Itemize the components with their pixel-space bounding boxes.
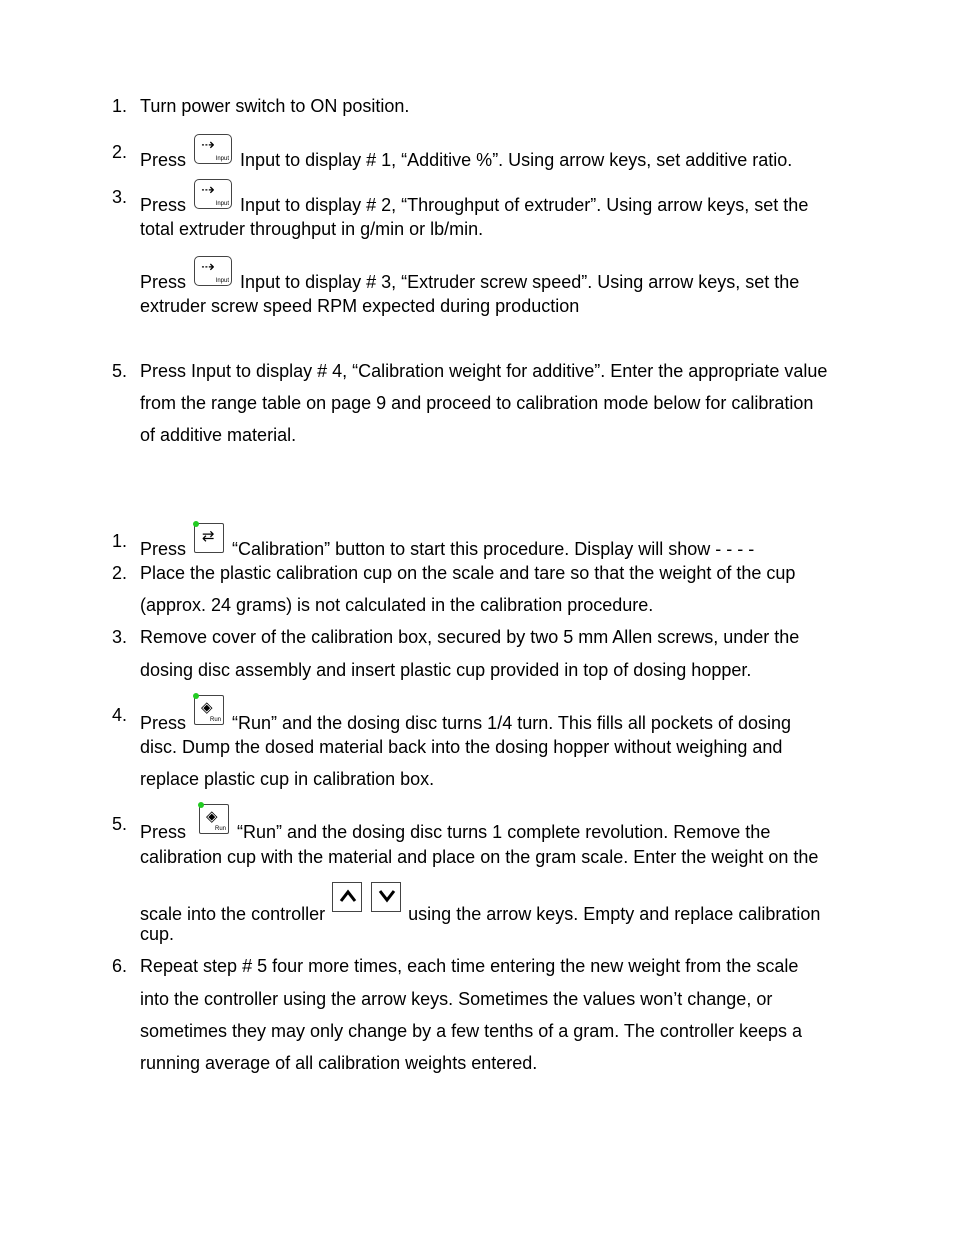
down-arrow-key-icon bbox=[371, 882, 401, 912]
step-text: replace plastic cup in calibration box. bbox=[140, 769, 435, 789]
input-key-icon: ⇢ Input bbox=[194, 179, 232, 209]
calibration-key-icon: ⇄ bbox=[194, 523, 224, 553]
step-number: 6. bbox=[112, 956, 128, 976]
step-number: 2. bbox=[112, 563, 128, 583]
step-text: running average of all calibration weights entered. bbox=[140, 1053, 538, 1073]
step-number: 3. bbox=[112, 187, 128, 207]
step-text: scale into the controller using the arrow keys. Empty and replace calibration bbox=[140, 892, 820, 924]
step-text: (approx. 24 grams) is not calculated in the calibration procedure. bbox=[140, 595, 654, 615]
step-text: Press ◈ Run “Run” and the dosing disc turns 1 complete revolution. Remove the bbox=[140, 814, 770, 844]
step-text: Repeat step # 5 four more times, each time entering the new weight from the scale bbox=[140, 956, 799, 976]
step-text: Press ⇢ Input Input to display # 1, “Additive %”. Using arrow keys, set additive ratio. bbox=[140, 142, 792, 172]
step-text: disc. Dump the dosed material back into the dosing hopper without weighing and bbox=[140, 737, 783, 757]
run-key-icon: ◈ Run bbox=[199, 804, 229, 834]
step-text: sometimes they may only change by a few tenths of a gram. The controller keeps a bbox=[140, 1021, 803, 1041]
run-key-icon: ◈ Run bbox=[194, 695, 224, 725]
step-text: dosing disc assembly and insert plastic cup provided in top of dosing hopper. bbox=[140, 660, 752, 680]
step-text: total extruder throughput in g/min or lb/min. bbox=[140, 219, 484, 239]
step-text: Remove cover of the calibration box, secured by two 5 mm Allen screws, under the bbox=[140, 627, 800, 647]
step-text: Press ⇄ “Calibration” button to start this procedure. Display will show - - - - bbox=[140, 531, 754, 561]
step-number: 5. bbox=[112, 361, 128, 381]
step-number: 5. bbox=[112, 814, 128, 834]
step-text: Turn power switch to ON position. bbox=[140, 96, 410, 116]
step-text: of additive material. bbox=[140, 425, 297, 445]
up-arrow-key-icon bbox=[332, 882, 362, 912]
step-text: into the controller using the arrow keys. Sometimes the values won’t change, or bbox=[140, 989, 773, 1009]
step-text: Press ◈ Run “Run” and the dosing disc turns 1/4 turn. This fills all pockets of dosing bbox=[140, 705, 791, 735]
input-key-icon: ⇢ Input bbox=[194, 134, 232, 164]
step-number: 1. bbox=[112, 531, 128, 551]
step-text: Press ⇢ Input Input to display # 2, “Throughput of extruder”. Using arrow keys, set the bbox=[140, 187, 808, 217]
step-text: cup. bbox=[140, 924, 175, 944]
step-number: 1. bbox=[112, 96, 128, 116]
step-number: 2. bbox=[112, 142, 128, 162]
step-text: from the range table on page 9 and proceed to calibration mode below for calibration bbox=[140, 393, 814, 413]
step-text: Place the plastic calibration cup on the scale and tare so that the weight of the cup bbox=[140, 563, 796, 583]
step-number: 4. bbox=[112, 705, 128, 725]
step-number: 3. bbox=[112, 627, 128, 647]
step-text: extruder screw speed RPM expected during production bbox=[140, 296, 580, 316]
step-text: Press ⇢ Input Input to display # 3, “Extruder screw speed”. Using arrow keys, set the bbox=[140, 264, 799, 294]
step-text: calibration cup with the material and place on the gram scale. Enter the weight on the bbox=[140, 847, 819, 867]
input-key-icon: ⇢ Input bbox=[194, 256, 232, 286]
step-text: Press Input to display # 4, “Calibration weight for additive”. Enter the appropriate value bbox=[140, 361, 828, 381]
